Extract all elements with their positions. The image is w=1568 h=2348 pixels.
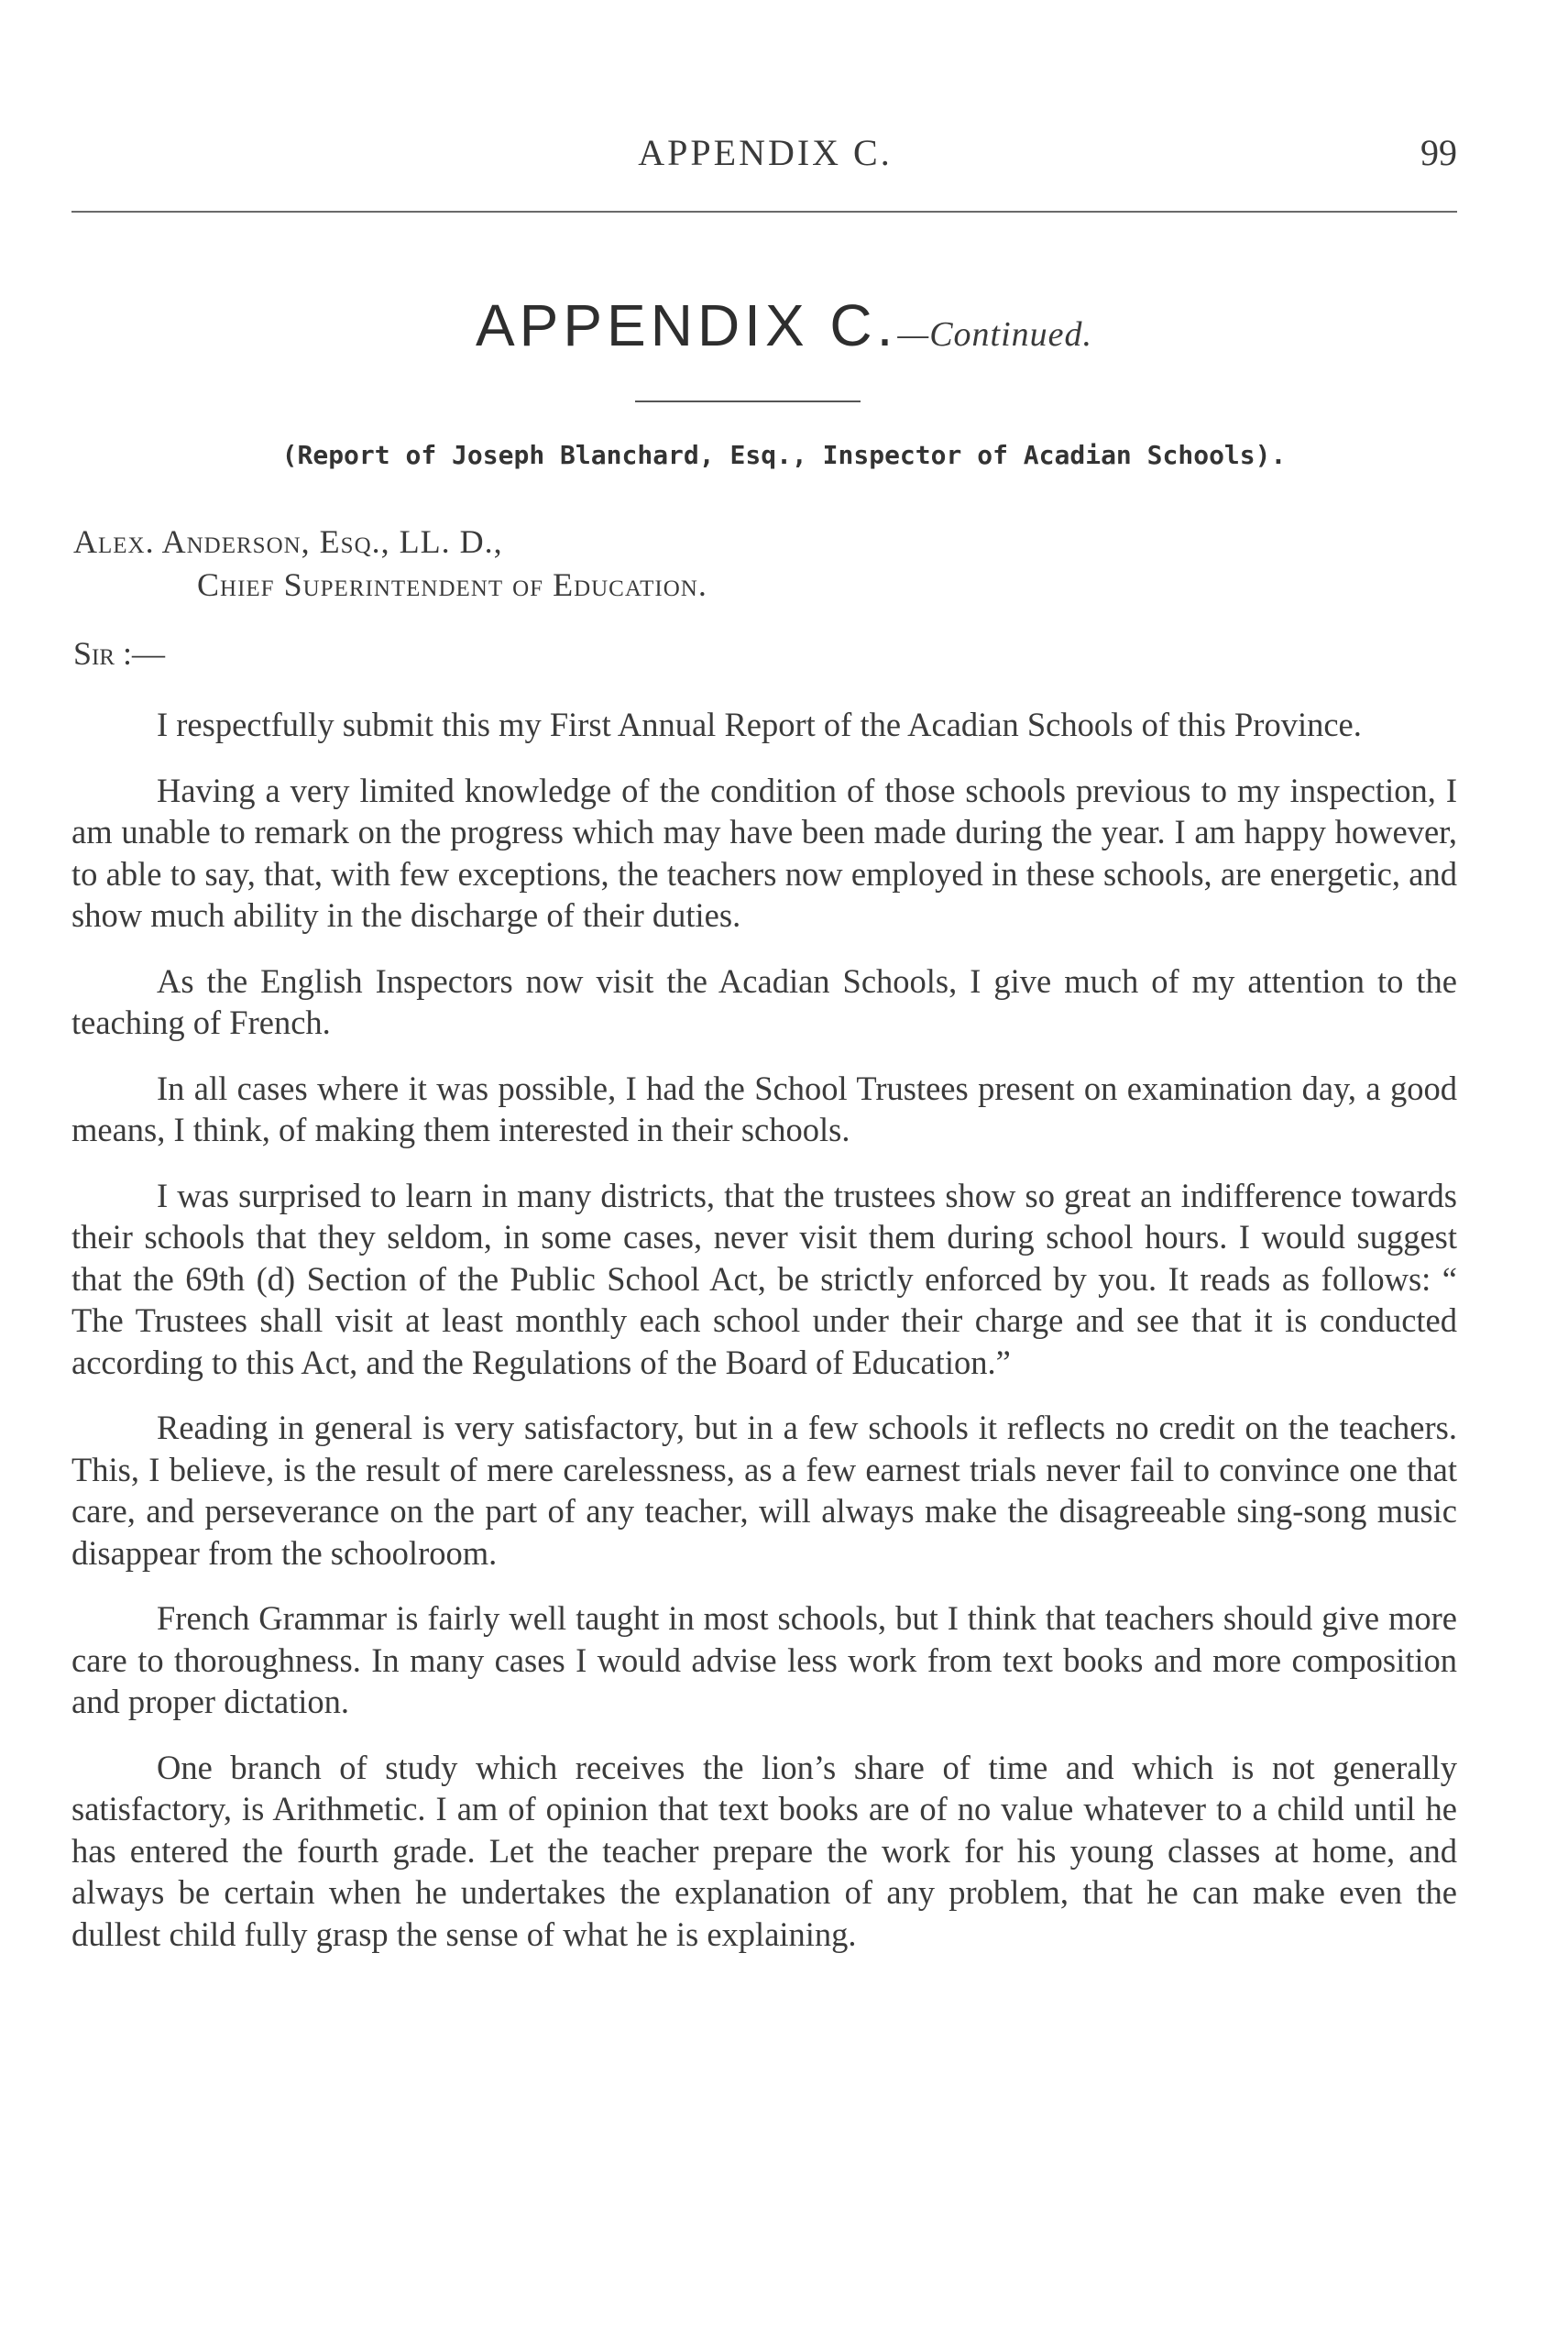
paragraph: French Grammar is fairly well taught in most schools, but I think that teachers should give more care to thoroughness. In many cases I would advise less work from text books and more composition and proper dictation. [71,1599,1457,1720]
appendix-title [0,291,1568,359]
running-title: APPENDIX C. [638,132,893,173]
paragraph: Reading in general is very satisfactory, but in a few schools it reflects no credit on the teachers. This, I believe, is the result of mere carelessness, as a few earnest trials never fail to convince one that care, and perseverance on the part of any teacher, will always make the disagreeable sing-song music disappear from the schoolroom. [71,1409,1457,1572]
paragraph: One branch of study which receives the lion’s share of time and which is not generally satisfactory, is Arithmetic. I am of opinion that text books are of no value whatever to a child until he has entered the fourth grade. Let the teacher prepare the work for his young classes at home, and always be certain when he undertakes the explanation of any problem, that he can make even the dullest child fully grasp the sense of what he is explaining. [71,1748,1457,1953]
addressee-title: Chief Superintendent of Education. [197,566,707,603]
appendix-title-main: APPENDIX C. [475,292,898,358]
appendix-title-continued: —Continued. [897,315,1093,354]
report-body [71,704,1457,1979]
paragraph: In all cases where it was possible, I had the School Trustees present on examination day, a good means, I think, of making them interested in their schools. [71,1069,1457,1148]
paragraph: I was surprised to learn in many districts, that the trustees show so great an indifference towards their schools that they seldom, in some cases, never visit them during school hours. I would suggest that the 69th (d) Section of the Public School Act, be strictly enforced by you. It reads as follows: “ The Trustees shall visit at least monthly each school under their charge and see that it is conducted according to this Act, and the Regulations of the Board of Education.” [71,1176,1457,1381]
title-divider [635,400,861,402]
paragraph: I respectfully submit this my First Annual Report of the Acadian Schools of this Province. [157,706,1362,743]
page-number: 99 [1420,132,1457,173]
header-divider [71,211,1457,213]
addressee-name: Alex. Anderson, Esq., LL. D., [73,523,503,560]
paragraph: As the English Inspectors now visit the Acadian Schools, I give much of my attention to the teaching of French. [71,961,1457,1041]
report-subtitle: (Report of Joseph Blanchard, Esq., Inspector of Acadian Schools). [281,440,1287,470]
paragraph: Having a very limited knowledge of the condition of those schools previous to my inspection, I am unable to remark on the progress which may have been made during the year. I am happy however, to able to say, that, with few exceptions, the teachers now employed in these schools, are energetic, and show much ability in the discharge of their duties. [71,771,1457,934]
salutation: Sir :— [73,635,166,672]
running-header [73,131,1457,186]
